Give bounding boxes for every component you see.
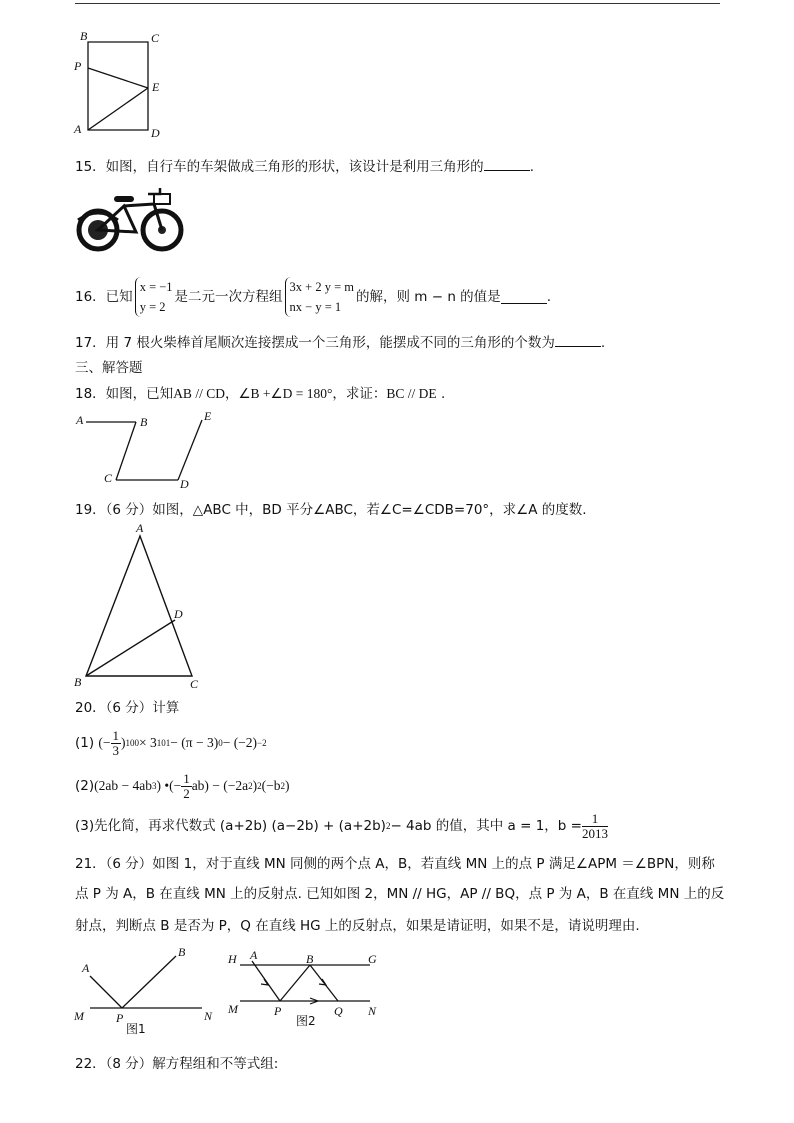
q15-blank [484,158,530,171]
svg-text:B: B [140,415,148,429]
svg-text:A: A [136,522,144,535]
label-e: E [152,80,160,94]
svg-text:P: P [116,1011,124,1025]
svg-text:图1: 图1 [126,1022,146,1036]
label-c: C [151,31,160,45]
question-21-line1: 21．（6 分）如图 1，对于直线 MN 同侧的两个点 A，B，若直线 MN 上的点 P 满足∠APM ＝∠BPN，则称 [75,856,715,872]
header-rule [75,3,720,4]
q21-figure-1 [72,940,222,1036]
question-21-line3: 射点，判断点 B 是否为 P，Q 在直线 HG 上的反射点，如果是请证明，如果不是，请说明理由. [75,918,640,934]
svg-text:B: B [306,952,314,966]
svg-text:N: N [204,1009,213,1023]
q16-blank [501,291,547,304]
bicycle-image [74,186,186,254]
svg-text:A: A [250,948,258,962]
label-b: B [80,29,88,43]
label-d: D [151,126,160,140]
svg-text:Q: Q [334,1004,343,1018]
svg-text:G: G [368,952,377,966]
q15-text: 15．如图，自行车的车架做成三角形的形状，该设计是利用三角形的 [75,159,484,175]
svg-text:H: H [228,952,237,966]
svg-text:E: E [204,410,212,423]
svg-text:M: M [74,1009,84,1023]
svg-text:P: P [274,1004,282,1018]
svg-text:图2: 图2 [296,1014,316,1028]
svg-text:A: A [76,413,84,427]
q21-figure-2 [224,945,394,1031]
svg-text:A: A [82,961,90,975]
question-22: 22．（8 分）解方程组和不等式组: [75,1056,279,1072]
q17-blank [555,334,601,347]
q16-equation-system: 3x + 2 y = m nx − y = 1 [285,277,354,317]
svg-text:D: D [174,607,183,621]
label-p: P [74,59,82,73]
question-16: 16．已知 x = −1 y = 2 是二元一次方程组 3x + 2 y = m nx − y = 1 的解，则 m − n 的值是 . [75,272,551,322]
question-21-line2: 点 P 为 A，B 在直线 MN 上的反射点. 已知如图 2，MN // HG，AP // BQ，点 P 为 A，B 在直线 MN 上的反 [75,886,725,902]
svg-text:D: D [180,477,189,491]
question-15: 15．如图，自行车的车架做成三角形的形状，该设计是利用三角形的 . [75,159,534,175]
label-a: A [74,122,82,136]
svg-text:C: C [104,471,113,485]
svg-text:M: M [228,1002,238,1016]
question-17: 17．用 7 根火柴棒首尾顺次连接摆成一个三角形，能摆成不同的三角形的个数为 . [75,335,606,351]
question-18: 18．如图，已知AB // CD，∠B +∠D = 180°，求证：BC // DE . [75,386,446,402]
question-20-part2: (2) (2ab − 4ab 3 ) •(− $\frac{1}{2}$ ab) − (−2a 2 ) 2 (−b 2 ) [75,770,290,801]
q14-figure [68,28,178,146]
q18-figure [74,410,224,492]
section-heading: 三、解答题 [75,360,143,376]
question-20-part3: (3)先化简，再求代数式 (a+2b) (a−2b) + (a+2b) 2 − 4ab 的值，其中 a = 1，b = $\frac{1}{2013}$ [75,810,608,841]
q19-figure [72,522,212,692]
q16-solution-system: x = −1 y = 2 [135,277,173,317]
question-19: 19．（6 分）如图，△ABC 中，BD 平分∠ABC，若∠C=∠CDB=70°，求∠A 的度数. [75,502,587,518]
question-20-title: 20．（6 分）计算 [75,700,180,716]
svg-text:N: N [368,1004,377,1018]
svg-text:B: B [178,945,186,959]
question-20-part1: (1) (− $\frac{1}{3}$ ) 100 × 3 101 − (π − 3) 0 − (−2) −2 [75,727,267,758]
svg-text:B: B [74,675,82,689]
svg-text:C: C [190,677,199,691]
